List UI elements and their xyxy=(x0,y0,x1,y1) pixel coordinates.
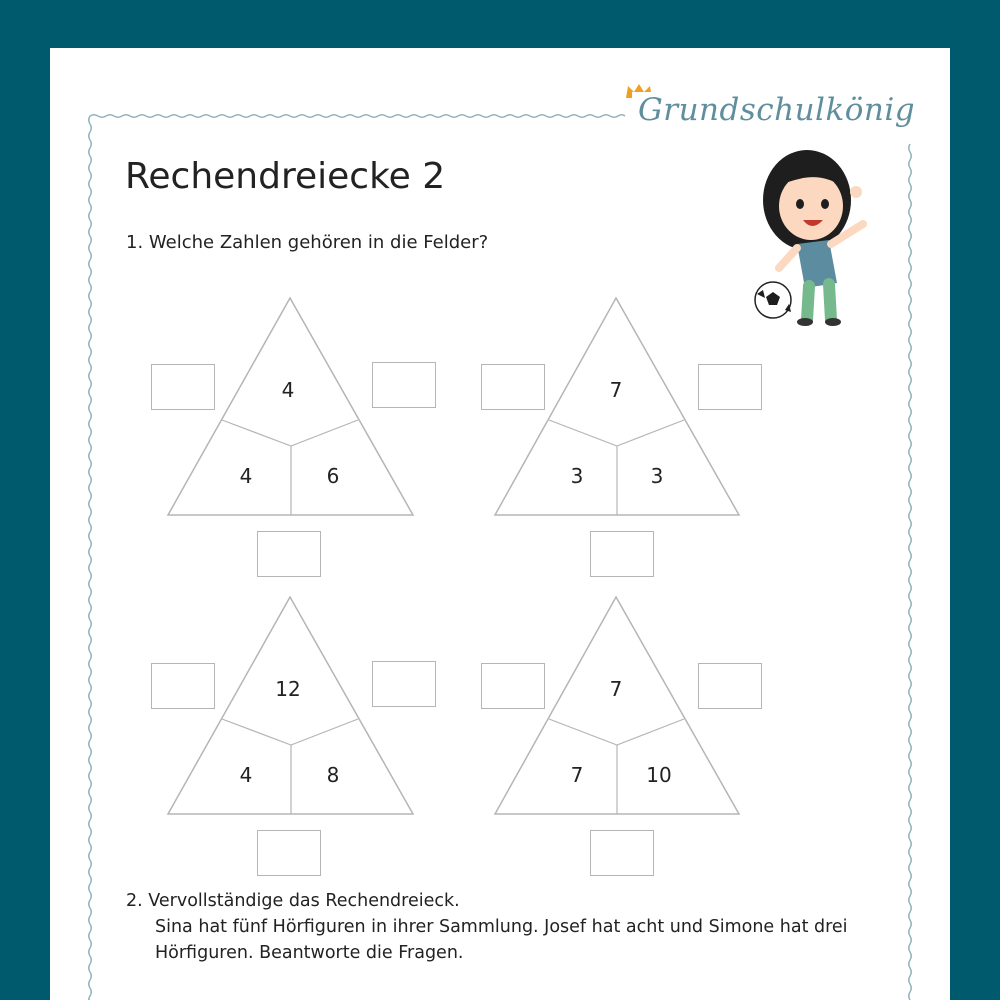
triangle-right-number: 6 xyxy=(326,464,340,488)
triangle-left-number: 7 xyxy=(570,763,584,787)
task-2-text-line-1: Sina hat fünf Hörfiguren in ihrer Sammlung. Josef hat acht und Simone hat drei xyxy=(155,917,848,937)
triangle-right-number: 10 xyxy=(646,763,672,787)
triangle-top-number: 12 xyxy=(275,677,301,701)
task-1-instruction: 1. Welche Zahlen gehören in die Felder? xyxy=(126,232,489,253)
triangle-right-number: 3 xyxy=(650,464,664,488)
task-2-text-line-2: Hörfiguren. Beantworte die Fragen. xyxy=(155,943,464,963)
task-2-heading: 2. Vervollständige das Rechendreieck. xyxy=(126,891,460,911)
task-2-instruction xyxy=(126,888,848,966)
triangle-left-number: 3 xyxy=(570,464,584,488)
triangle-top-number: 7 xyxy=(609,677,623,701)
triangle-top-number: 7 xyxy=(609,378,623,402)
triangle-top-number: 4 xyxy=(281,378,295,402)
answer-box-left[interactable] xyxy=(481,663,545,709)
answer-box-bottom[interactable] xyxy=(590,830,654,876)
answer-box-right[interactable] xyxy=(698,663,762,709)
triangle-left-number: 4 xyxy=(239,464,253,488)
brand-logo: Grundschulkönig xyxy=(632,92,921,128)
triangle-left-number: 4 xyxy=(239,763,253,787)
triangle-right-number: 8 xyxy=(326,763,340,787)
page-title: Rechendreiecke 2 xyxy=(125,156,446,197)
